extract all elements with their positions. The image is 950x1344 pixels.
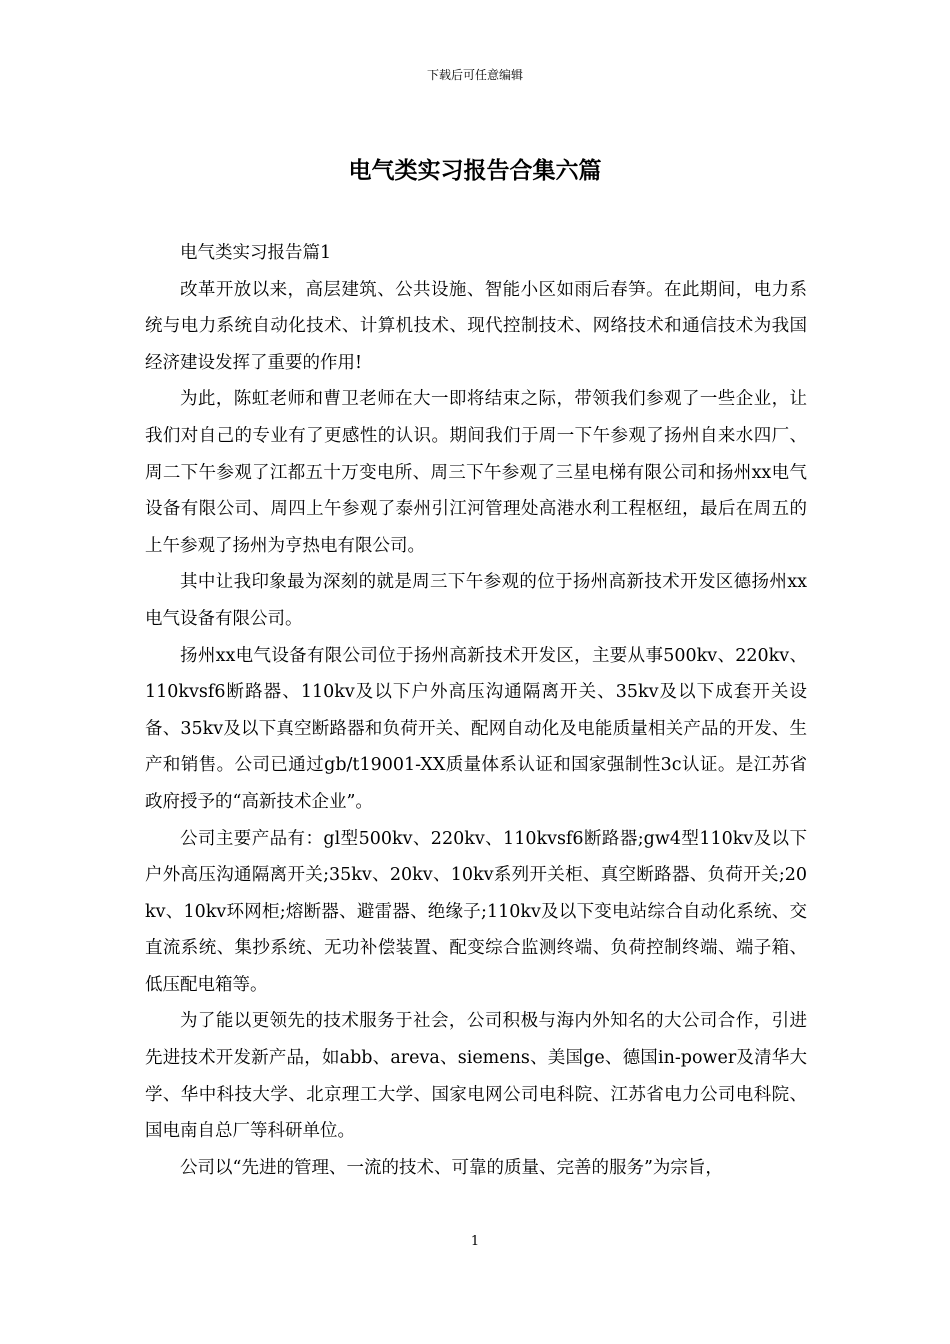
section-heading: 电气类实习报告篇1 (180, 243, 332, 263)
header-note: 下载后可任意编辑 (426, 68, 523, 82)
paragraph: 扬州xx电气设备有限公司位于扬州高新技术开发区，主要从事500kv、220kv、110kvsf6断路器、110kv及以下户外高压沟通隔离开关、35kv及以下成套开关设备、35kv及以下真空断路器和负荷开关、配网自动化及电能质量相关产品的开发、生产和销售。公司已通过gb/t19001-XX质量体系认证和国家强制性3c认证。是江苏省政府授予的“高新技术企业”。 (145, 645, 807, 812)
document-body (145, 235, 807, 1186)
paragraph: 为了能以更领先的技术服务于社会，公司积极与海内外知名的大公司合作，引进先进技术开发新产品，如abb、areva、siemens、美国ge、德国in-power及清华大学、华中科技大学、北京理工大学、国家电网公司电科院、江苏省电力公司电科院、国电南自总厂等科研单位。 (145, 1011, 807, 1142)
paragraph: 改革开放以来，高层建筑、公共设施、智能小区如雨后春笋。在此期间，电力系统与电力系统自动化技术、计算机技术、现代控制技术、网络技术和通信技术为我国经济建设发挥了重要的作用! (145, 279, 807, 373)
document-title: 电气类实习报告合集六篇 (348, 157, 602, 184)
paragraph: 公司主要产品有：gl型500kv、220kv、110kvsf6断路器;gw4型110kv及以下户外高压沟通隔离开关;35kv、20kv、10kv系列开关柜、真空断路器、负荷开关;20kv、10kv环网柜;熔断器、避雷器、绝缘子;110kv及以下变电站综合自动化系统、交直流系统、集抄系统、无功补偿装置、配变综合监测终端、负荷控制终端、端子箱、低压配电箱等。 (145, 828, 807, 995)
paragraph: 公司以“先进的管理、一流的技术、可靠的质量、完善的服务”为宗旨， (180, 1157, 723, 1178)
paragraph: 为此，陈虹老师和曹卫老师在大一即将结束之际，带领我们参观了一些企业，让我们对自己的专业有了更感性的认识。期间我们于周一下午参观了扬州自来水四厂、周二下午参观了江都五十万变电所、周三下午参观了三星电梯有限公司和扬州xx电气设备有限公司、周四上午参观了泰州引江河管理处高港水利工程枢纽，最后在周五的上午参观了扬州为亨热电有限公司。 (145, 389, 807, 556)
page-number: 1 (470, 1234, 480, 1249)
paragraph: 其中让我印象最为深刻的就是周三下午参观的位于扬州高新技术开发区德扬州xx电气设备有限公司。 (145, 572, 807, 629)
